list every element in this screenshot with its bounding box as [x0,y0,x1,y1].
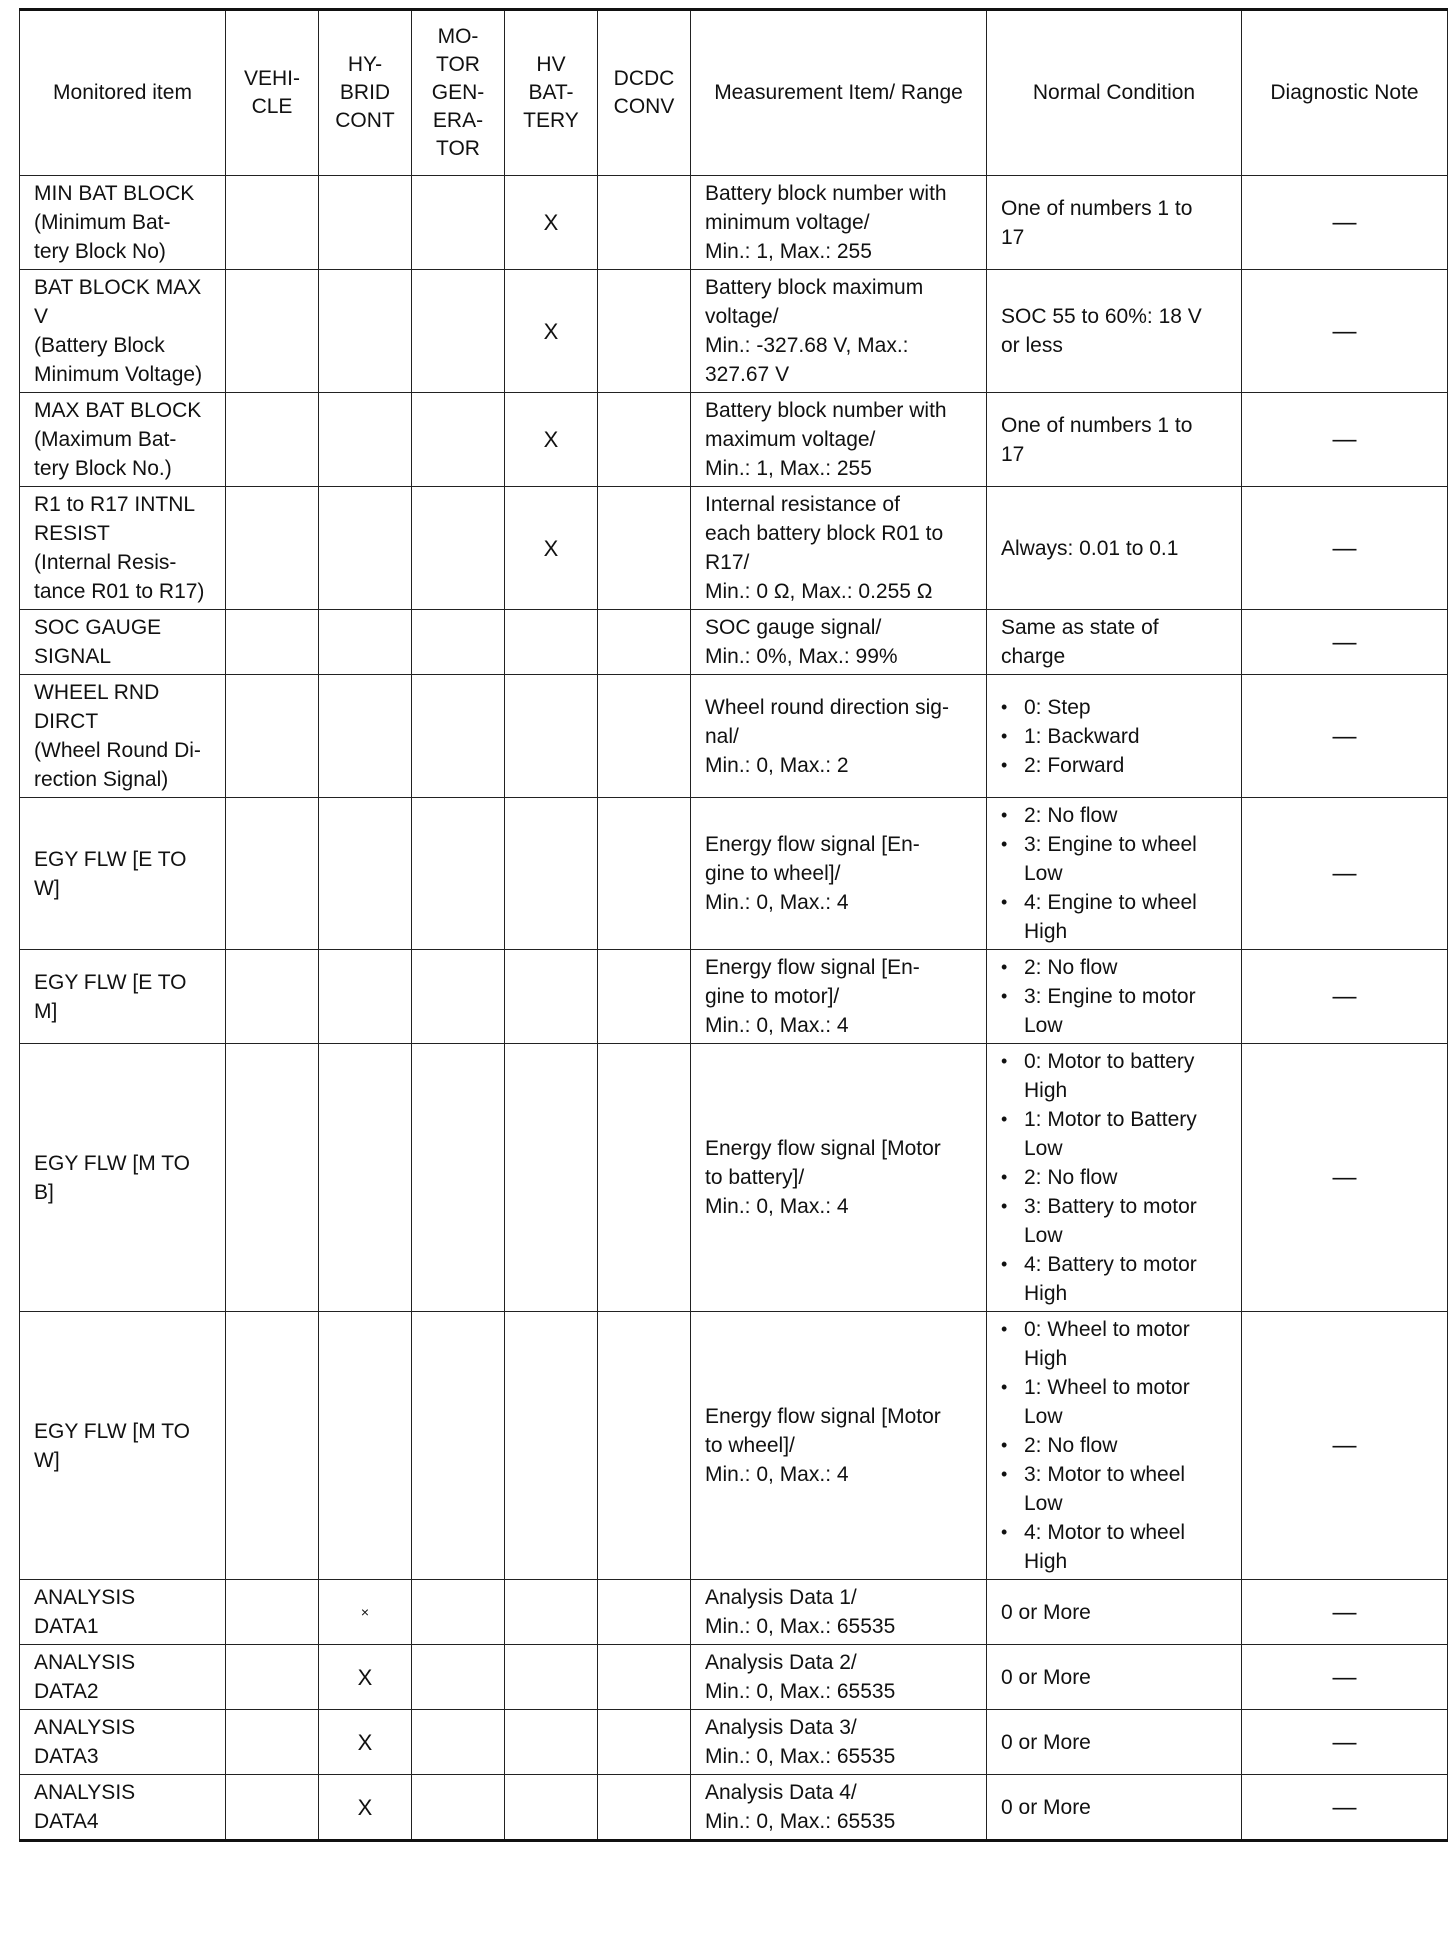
header-row [20,10,1448,176]
mark-cell-motor-generator [412,393,505,487]
mark-cell-motor-generator [412,610,505,675]
mark-cell-hv-battery [505,1312,598,1580]
normal-condition-item: • 3: Engine to wheel Low [1001,830,1227,888]
measurement-cell: Energy flow signal [En- gine to motor]/ Min.: 0, Max.: 4 [691,950,987,1044]
mark-cell-vehicle [226,1580,319,1645]
mark-cell-vehicle [226,176,319,270]
monitored-items-table [19,8,1448,1842]
diagnostic-note-cell: — [1242,610,1448,675]
diagnostic-note-cell: — [1242,798,1448,950]
normal-condition-cell [987,270,1242,393]
mark-cell-motor-generator [412,1710,505,1775]
monitored-item-cell: EGY FLW [M TO B] [20,1044,226,1312]
mark-cell-vehicle [226,487,319,610]
monitored-item-cell: ANALYSIS DATA1 [20,1580,226,1645]
measurement-cell: Analysis Data 4/ Min.: 0, Max.: 65535 [691,1775,987,1841]
normal-condition-list [1001,1315,1227,1576]
table-row [20,1710,1448,1775]
mark-cell-hybrid-cont [319,487,412,610]
mark-cell-hv-battery: X [505,487,598,610]
diagnostic-note-cell: — [1242,950,1448,1044]
mark-cell-hybrid-cont [319,675,412,798]
mark-cell-hybrid-cont: X [319,1710,412,1775]
mark-cell-dcdc-conv [598,675,691,798]
mark-cell-dcdc-conv [598,1312,691,1580]
normal-condition-item: • 3: Engine to motor Low [1001,982,1227,1040]
mark-cell-hybrid-cont [319,176,412,270]
mark-cell-vehicle [226,1312,319,1580]
header-vehicle: VEHI- CLE [226,10,319,176]
table-row [20,1645,1448,1710]
mark-cell-motor-generator [412,1580,505,1645]
normal-condition-text: 0 or More [1001,1795,1091,1819]
normal-condition-text: 0 or More [1001,1600,1091,1624]
measurement-cell: Battery block number with maximum voltage/ Min.: 1, Max.: 255 [691,393,987,487]
mark-cell-vehicle [226,270,319,393]
measurement-cell: Energy flow signal [Motor to wheel]/ Min.: 0, Max.: 4 [691,1312,987,1580]
normal-condition-item: • 4: Engine to wheel High [1001,888,1227,946]
mark-cell-hv-battery [505,950,598,1044]
diagnostic-note-cell: — [1242,1312,1448,1580]
normal-condition-item: • 0: Wheel to motor High [1001,1315,1227,1373]
normal-condition-list [1001,1047,1227,1308]
mark-cell-motor-generator [412,1044,505,1312]
measurement-cell: Battery block number with minimum voltage/ Min.: 1, Max.: 255 [691,176,987,270]
mark-cell-hybrid-cont [319,950,412,1044]
mark-cell-motor-generator [412,487,505,610]
mark-cell-hv-battery [505,1044,598,1312]
normal-condition-item: • 1: Backward [1001,722,1227,751]
normal-condition-cell [987,1580,1242,1645]
mark-cell-vehicle [226,1044,319,1312]
normal-condition-list [1001,801,1227,946]
monitored-item-cell: EGY FLW [E TO W] [20,798,226,950]
table-row [20,1580,1448,1645]
table-row [20,1775,1448,1841]
measurement-cell: Analysis Data 3/ Min.: 0, Max.: 65535 [691,1710,987,1775]
normal-condition-cell [987,675,1242,798]
normal-condition-text: One of numbers 1 to 17 [1001,413,1193,466]
normal-condition-item: • 2: No flow [1001,801,1227,830]
mark-cell-hybrid-cont: X [319,1645,412,1710]
monitored-item-cell: MIN BAT BLOCK (Minimum Bat- tery Block No) [20,176,226,270]
diagnostic-note-cell: — [1242,393,1448,487]
normal-condition-list [1001,953,1227,1040]
mark-cell-hybrid-cont [319,270,412,393]
normal-condition-text: SOC 55 to 60%: 18 V or less [1001,305,1202,357]
monitored-item-cell: EGY FLW [M TO W] [20,1312,226,1580]
mark-cell-motor-generator [412,270,505,393]
normal-condition-cell [987,1044,1242,1312]
mark-cell-hybrid-cont: X [319,1775,412,1841]
normal-condition-text: Same as state of charge [1001,616,1159,668]
diagnostic-note-cell: — [1242,176,1448,270]
normal-condition-cell [987,950,1242,1044]
mark-cell-motor-generator [412,1645,505,1710]
header-dcdc-conv: DCDC CONV [598,10,691,176]
normal-condition-cell [987,1312,1242,1580]
mark-cell-vehicle [226,393,319,487]
mark-cell-dcdc-conv [598,1580,691,1645]
table-row [20,487,1448,610]
mark-cell-dcdc-conv [598,1775,691,1841]
table-row [20,675,1448,798]
measurement-cell: Internal resistance of each battery block R01 to R17/ Min.: 0 Ω, Max.: 0.255 Ω [691,487,987,610]
header-measurement: Measurement Item/ Range [691,10,987,176]
table-row [20,950,1448,1044]
header-hybrid-cont: HY- BRID CONT [319,10,412,176]
mark-cell-vehicle [226,1645,319,1710]
monitored-item-cell: WHEEL RND DIRCT (Wheel Round Di- rection Signal) [20,675,226,798]
monitored-item-cell: BAT BLOCK MAX V (Battery Block Minimum Voltage) [20,270,226,393]
normal-condition-text: Always: 0.01 to 0.1 [1001,536,1179,560]
normal-condition-item: • 2: Forward [1001,751,1227,780]
mark-cell-dcdc-conv [598,1710,691,1775]
monitored-item-cell: SOC GAUGE SIGNAL [20,610,226,675]
mark-cell-hv-battery [505,1580,598,1645]
measurement-cell: Analysis Data 1/ Min.: 0, Max.: 65535 [691,1580,987,1645]
header-diagnostic-note: Diagnostic Note [1242,10,1448,176]
mark-cell-hv-battery [505,1710,598,1775]
normal-condition-cell [987,1645,1242,1710]
normal-condition-item: • 2: No flow [1001,953,1227,982]
mark-cell-motor-generator [412,798,505,950]
diagnostic-note-cell: — [1242,1044,1448,1312]
mark-cell-hybrid-cont [319,1044,412,1312]
mark-cell-hv-battery: X [505,393,598,487]
diagnostic-note-cell: — [1242,270,1448,393]
measurement-cell: SOC gauge signal/ Min.: 0%, Max.: 99% [691,610,987,675]
normal-condition-cell [987,610,1242,675]
mark-cell-hv-battery [505,610,598,675]
table-row [20,1312,1448,1580]
table-body [20,176,1448,1841]
mark-cell-dcdc-conv [598,1645,691,1710]
mark-cell-hybrid-cont [319,393,412,487]
diagnostic-note-cell: — [1242,1580,1448,1645]
diagnostic-note-cell: — [1242,1775,1448,1841]
header-normal-condition: Normal Condition [987,10,1242,176]
normal-condition-cell [987,176,1242,270]
mark-cell-dcdc-conv [598,393,691,487]
table-row [20,393,1448,487]
table-row [20,610,1448,675]
diagnostic-note-cell: — [1242,1710,1448,1775]
normal-condition-text: 0 or More [1001,1665,1091,1689]
diagnostic-note-cell: — [1242,487,1448,610]
monitored-item-cell: R1 to R17 INTNL RESIST (Internal Resis- tance R01 to R17) [20,487,226,610]
normal-condition-item: • 4: Battery to motor High [1001,1250,1227,1308]
document-page [19,8,1447,1842]
mark-cell-vehicle [226,1775,319,1841]
monitored-item-cell: ANALYSIS DATA4 [20,1775,226,1841]
mark-cell-vehicle [226,798,319,950]
header-monitored-item: Monitored item [20,10,226,176]
mark-cell-hv-battery [505,1775,598,1841]
normal-condition-item: • 1: Wheel to motor Low [1001,1373,1227,1431]
mark-cell-motor-generator [412,176,505,270]
mark-cell-vehicle [226,1710,319,1775]
mark-cell-dcdc-conv [598,798,691,950]
mark-cell-dcdc-conv [598,1044,691,1312]
normal-condition-cell [987,1710,1242,1775]
measurement-cell: Energy flow signal [Motor to battery]/ Min.: 0, Max.: 4 [691,1044,987,1312]
mark-cell-hybrid-cont: × [319,1580,412,1645]
normal-condition-text: One of numbers 1 to 17 [1001,196,1193,249]
normal-condition-item: • 0: Motor to battery High [1001,1047,1227,1105]
mark-cell-dcdc-conv [598,270,691,393]
mark-cell-hv-battery: X [505,176,598,270]
mark-cell-hv-battery [505,798,598,950]
mark-cell-motor-generator [412,1312,505,1580]
mark-cell-dcdc-conv [598,176,691,270]
table-row [20,1044,1448,1312]
normal-condition-cell [987,393,1242,487]
monitored-item-cell: ANALYSIS DATA3 [20,1710,226,1775]
mark-cell-dcdc-conv [598,950,691,1044]
normal-condition-item: • 1: Motor to Battery Low [1001,1105,1227,1163]
normal-condition-item: • 3: Motor to wheel Low [1001,1460,1227,1518]
normal-condition-list [1001,693,1227,780]
monitored-item-cell: MAX BAT BLOCK (Maximum Bat- tery Block No.) [20,393,226,487]
mark-cell-dcdc-conv [598,487,691,610]
mark-cell-dcdc-conv [598,610,691,675]
normal-condition-cell [987,1775,1242,1841]
header-motor-generator: MO- TOR GEN- ERA- TOR [412,10,505,176]
mark-cell-vehicle [226,675,319,798]
normal-condition-item: • 3: Battery to motor Low [1001,1192,1227,1250]
table-row [20,270,1448,393]
normal-condition-text: 0 or More [1001,1730,1091,1754]
mark-cell-motor-generator [412,950,505,1044]
normal-condition-item: • 4: Motor to wheel High [1001,1518,1227,1576]
mark-cell-hv-battery: X [505,270,598,393]
normal-condition-item: • 2: No flow [1001,1163,1227,1192]
measurement-cell: Analysis Data 2/ Min.: 0, Max.: 65535 [691,1645,987,1710]
mark-cell-vehicle [226,950,319,1044]
normal-condition-cell [987,798,1242,950]
monitored-item-cell: EGY FLW [E TO M] [20,950,226,1044]
normal-condition-item: • 2: No flow [1001,1431,1227,1460]
mark-cell-motor-generator [412,1775,505,1841]
table-row [20,176,1448,270]
mark-cell-hybrid-cont [319,798,412,950]
mark-cell-motor-generator [412,675,505,798]
mark-cell-hv-battery [505,675,598,798]
table-row [20,798,1448,950]
mark-cell-hybrid-cont [319,1312,412,1580]
normal-condition-cell [987,487,1242,610]
mark-cell-hv-battery [505,1645,598,1710]
diagnostic-note-cell: — [1242,675,1448,798]
diagnostic-note-cell: — [1242,1645,1448,1710]
measurement-cell: Energy flow signal [En- gine to wheel]/ Min.: 0, Max.: 4 [691,798,987,950]
mark-cell-vehicle [226,610,319,675]
normal-condition-item: • 0: Step [1001,693,1227,722]
measurement-cell: Battery block maximum voltage/ Min.: -327.68 V, Max.: 327.67 V [691,270,987,393]
monitored-item-cell: ANALYSIS DATA2 [20,1645,226,1710]
measurement-cell: Wheel round direction sig- nal/ Min.: 0, Max.: 2 [691,675,987,798]
mark-cell-hybrid-cont [319,610,412,675]
header-hv-battery: HV BAT- TERY [505,10,598,176]
